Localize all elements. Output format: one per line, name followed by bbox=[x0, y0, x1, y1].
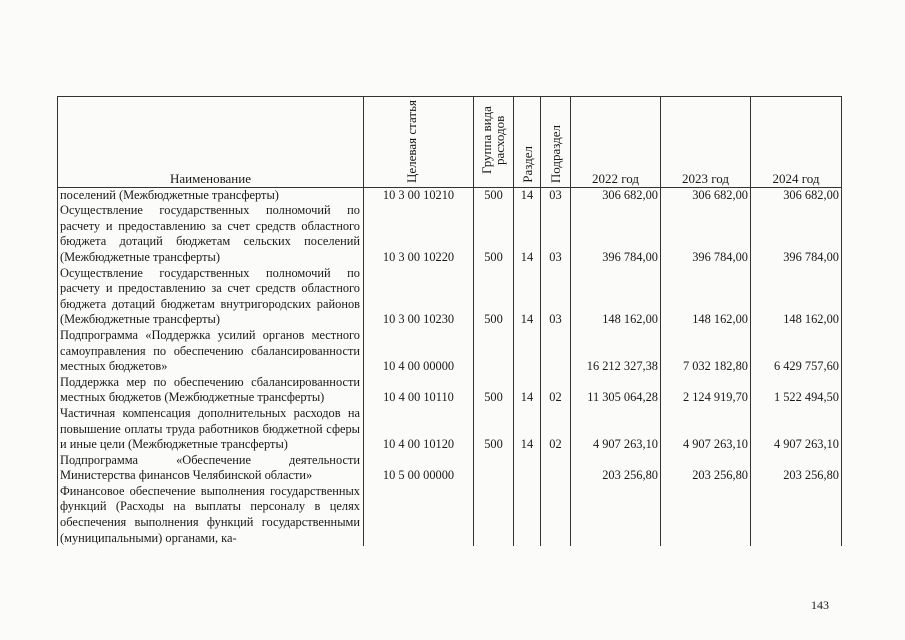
row-target: 10 4 00 10120 bbox=[364, 406, 474, 453]
row-subsection: 03 bbox=[541, 266, 571, 328]
row-2022: 11 305 064,28 bbox=[571, 375, 661, 406]
table-row bbox=[58, 406, 842, 453]
table-row bbox=[58, 453, 842, 484]
row-2023: 306 682,00 bbox=[661, 187, 751, 203]
row-2023: 148 162,00 bbox=[661, 266, 751, 328]
header-name: Наименование bbox=[58, 97, 364, 188]
row-2022: 148 162,00 bbox=[571, 266, 661, 328]
row-target: 10 3 00 10220 bbox=[364, 203, 474, 265]
row-subsection: 03 bbox=[541, 187, 571, 203]
row-section bbox=[514, 453, 541, 484]
row-group: 500 bbox=[474, 266, 514, 328]
row-2022: 306 682,00 bbox=[571, 187, 661, 203]
row-group bbox=[474, 453, 514, 484]
table-row bbox=[58, 328, 842, 375]
row-target: 10 3 00 10210 bbox=[364, 187, 474, 203]
row-section: 14 bbox=[514, 266, 541, 328]
row-2022 bbox=[571, 484, 661, 546]
row-2024 bbox=[751, 484, 842, 546]
row-group: 500 bbox=[474, 375, 514, 406]
header-section: Раздел bbox=[514, 97, 541, 188]
row-target: 10 5 00 00000 bbox=[364, 453, 474, 484]
row-2022: 4 907 263,10 bbox=[571, 406, 661, 453]
row-name: поселений (Межбюджетные трансферты) bbox=[58, 187, 364, 203]
row-2024: 148 162,00 bbox=[751, 266, 842, 328]
table-header-row bbox=[58, 97, 842, 188]
table-row bbox=[58, 187, 842, 203]
row-name: Осуществление государственных полномочий по расчету и предоставлению за счет средств областного бюджета дотаций бюджетам внутригородских районов (Межбюджетные трансферты) bbox=[58, 266, 364, 328]
row-2024: 396 784,00 bbox=[751, 203, 842, 265]
row-subsection: 02 bbox=[541, 406, 571, 453]
row-2024: 203 256,80 bbox=[751, 453, 842, 484]
row-name: Частичная компенсация дополнительных расходов на повышение оплаты труда работников бюджетной сферы и иные цели (Межбюджетные трансферты) bbox=[58, 406, 364, 453]
row-section bbox=[514, 328, 541, 375]
table-row bbox=[58, 203, 842, 265]
table-row bbox=[58, 484, 842, 546]
row-2022: 396 784,00 bbox=[571, 203, 661, 265]
header-2022: 2022 год bbox=[571, 97, 661, 188]
table-row bbox=[58, 266, 842, 328]
header-2023: 2023 год bbox=[661, 97, 751, 188]
row-name: Поддержка мер по обеспечению сбалансированности местных бюджетов (Межбюджетные трансферты) bbox=[58, 375, 364, 406]
row-2024: 4 907 263,10 bbox=[751, 406, 842, 453]
row-group bbox=[474, 484, 514, 546]
row-2024: 1 522 494,50 bbox=[751, 375, 842, 406]
row-2023: 396 784,00 bbox=[661, 203, 751, 265]
row-name: Подпрограмма «Поддержка усилий органов местного самоуправления по обеспечению сбалансированности местных бюджетов» bbox=[58, 328, 364, 375]
row-2023: 2 124 919,70 bbox=[661, 375, 751, 406]
row-2023 bbox=[661, 484, 751, 546]
row-name: Финансовое обеспечение выполнения государственных функций (Расходы на выплаты персоналу в целях обеспечения выполнения функций государственными (муниципальными) органами, ка- bbox=[58, 484, 364, 546]
row-2023: 4 907 263,10 bbox=[661, 406, 751, 453]
row-group: 500 bbox=[474, 187, 514, 203]
row-2022: 16 212 327,38 bbox=[571, 328, 661, 375]
row-target: 10 4 00 10110 bbox=[364, 375, 474, 406]
row-2024: 306 682,00 bbox=[751, 187, 842, 203]
row-subsection: 02 bbox=[541, 375, 571, 406]
row-section: 14 bbox=[514, 375, 541, 406]
row-2023: 203 256,80 bbox=[661, 453, 751, 484]
header-group: Группа вида расходов bbox=[474, 97, 514, 188]
row-group: 500 bbox=[474, 406, 514, 453]
row-group bbox=[474, 328, 514, 375]
row-section bbox=[514, 484, 541, 546]
row-subsection bbox=[541, 328, 571, 375]
row-target bbox=[364, 484, 474, 546]
row-subsection bbox=[541, 484, 571, 546]
header-target: Целевая статья bbox=[364, 97, 474, 188]
row-subsection: 03 bbox=[541, 203, 571, 265]
page-number: 143 bbox=[811, 598, 829, 612]
row-subsection bbox=[541, 453, 571, 484]
row-section: 14 bbox=[514, 187, 541, 203]
header-subsection: Подраздел bbox=[541, 97, 571, 188]
row-section: 14 bbox=[514, 406, 541, 453]
row-target: 10 4 00 00000 bbox=[364, 328, 474, 375]
row-group: 500 bbox=[474, 203, 514, 265]
budget-table bbox=[57, 96, 842, 546]
row-2023: 7 032 182,80 bbox=[661, 328, 751, 375]
row-2022: 203 256,80 bbox=[571, 453, 661, 484]
row-section: 14 bbox=[514, 203, 541, 265]
row-name: Осуществление государственных полномочий по расчету и предоставлению за счет средств областного бюджета дотаций бюджетам сельских поселений (Межбюджетные трансферты) bbox=[58, 203, 364, 265]
row-name: Подпрограмма «Обеспечение деятельности Министерства финансов Челябинской области» bbox=[58, 453, 364, 484]
row-2024: 6 429 757,60 bbox=[751, 328, 842, 375]
header-2024: 2024 год bbox=[751, 97, 842, 188]
row-target: 10 3 00 10230 bbox=[364, 266, 474, 328]
table-row bbox=[58, 375, 842, 406]
